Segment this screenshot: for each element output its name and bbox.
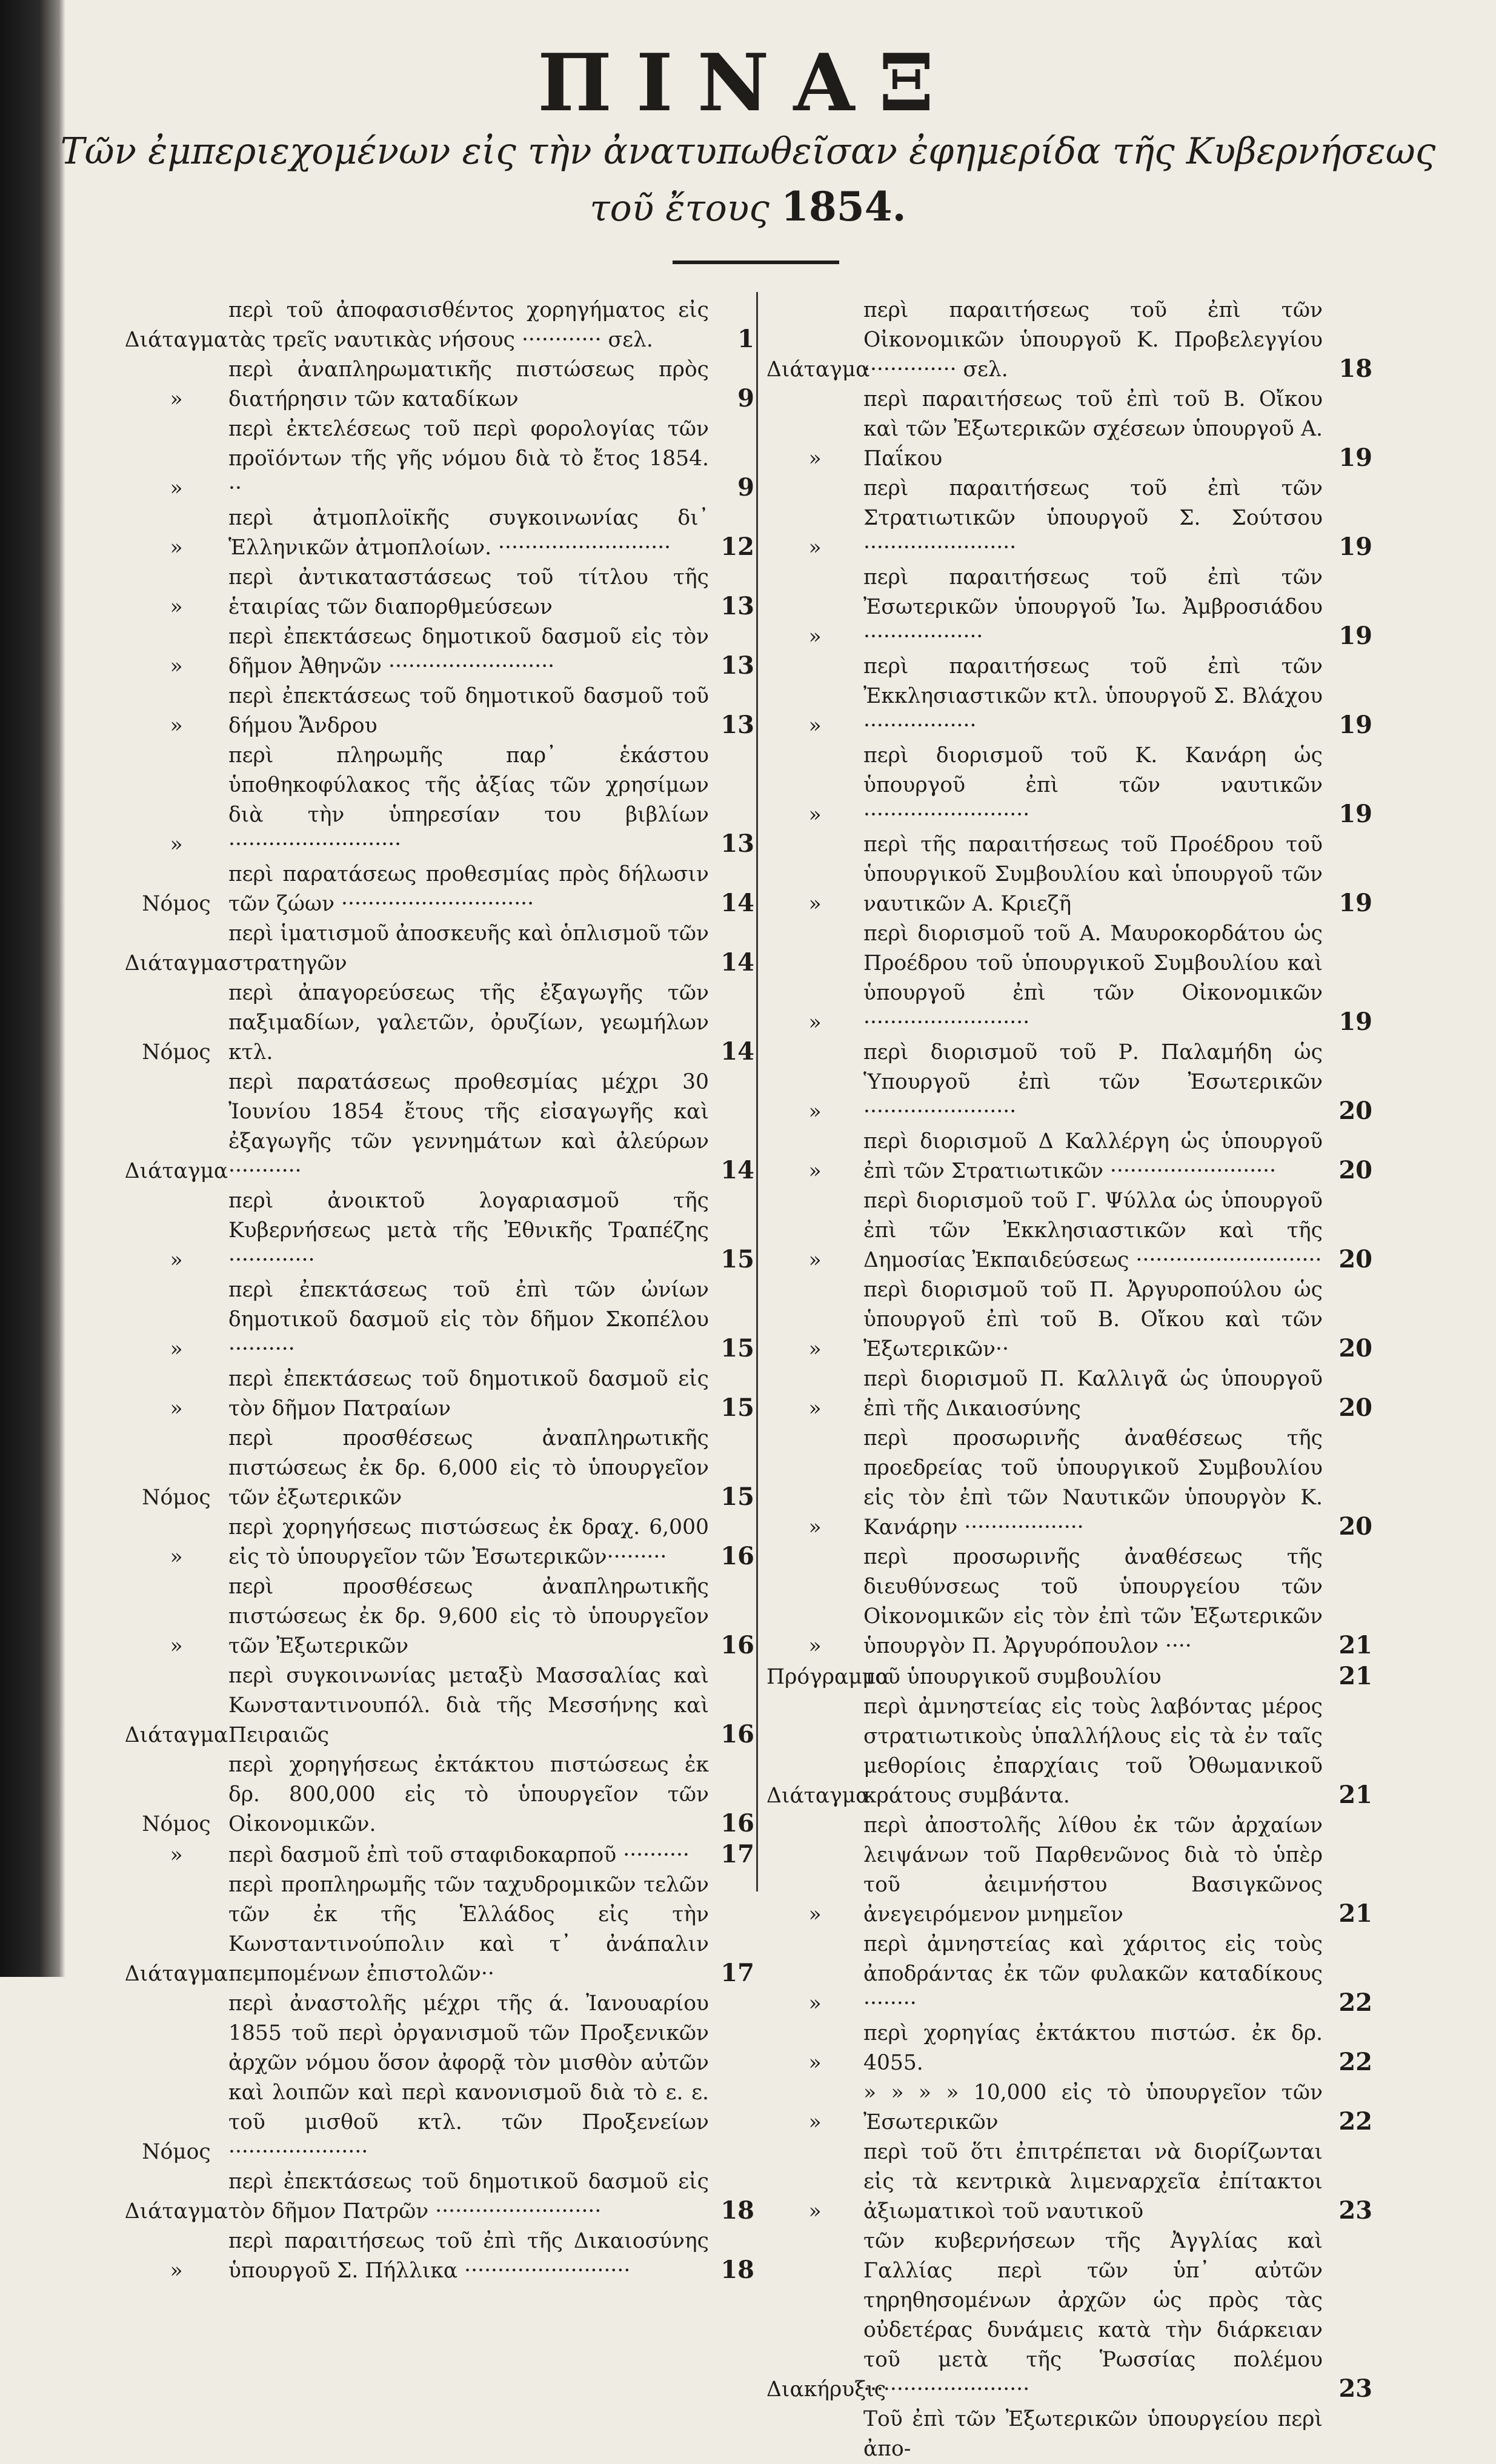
entry-kind: » bbox=[170, 1545, 183, 1569]
index-entry bbox=[124, 2227, 754, 2286]
index-entry bbox=[766, 1930, 1372, 2019]
entry-page-number: 21 bbox=[1338, 1631, 1372, 1659]
entry-kind: » bbox=[170, 714, 183, 738]
subtitle-year: 1854. bbox=[780, 183, 906, 230]
entry-description: περὶ ἀποστολῆς λίθου ἐκ τῶν ἀρχαίων λειψάνων τοῦ Παρθενῶνος διὰ τὸ ὑπὲρ τοῦ ἀειμνήστου Βασιγκῶνος ἀνεγειρόμενον μνημεῖον bbox=[863, 1813, 1323, 1927]
entry-page-number: 9 bbox=[737, 384, 754, 413]
entry-description: περὶ ἀτμοπλοϊκῆς συγκοινωνίας δι᾽ Ἑλληνικῶν ἀτμοπλοίων. ·························· bbox=[228, 506, 709, 560]
entry-description: περὶ διορισμοῦ Π. Καλλιγᾶ ὡς ὑπουργοῦ ἐπὶ τῆς Δικαιοσύνης bbox=[863, 1367, 1323, 1421]
entry-page-number: 23 bbox=[1338, 2196, 1372, 2225]
entry-kind: » bbox=[808, 2199, 822, 2223]
entry-description: περὶ παρατάσεως προθεσμίας μέχρι 30 Ἰουνίου 1854 ἔτους τῆς εἰσαγωγῆς καὶ ἐξαγωγῆς τῶν γεννημάτων καὶ ἀλεύρων ··········· bbox=[228, 1070, 709, 1183]
entry-kind: » bbox=[170, 387, 183, 411]
entry-kind: » bbox=[808, 1902, 822, 1927]
entry-description: περὶ τοῦ ὅτι ἐπιτρέπεται νὰ διορίζωνται εἰς τὰ κεντρικὰ λιμεναρχεῖα ἐπίτακτοι ἀξιωματικοὶ τοῦ ναυτικοῦ bbox=[863, 2140, 1323, 2223]
entry-kind: Διάταγμα bbox=[124, 2199, 228, 2223]
entry-page-number: 16 bbox=[720, 1631, 754, 1659]
entry-description: περὶ ἐπεκτάσεως τοῦ δημοτικοῦ δασμοῦ εἰς τὸν δῆμον Πατραίων bbox=[228, 1367, 709, 1421]
index-entry bbox=[124, 503, 754, 563]
index-entry bbox=[124, 1068, 754, 1186]
index-entry bbox=[766, 741, 1372, 830]
entry-page-number: 19 bbox=[1338, 889, 1372, 917]
entry-description: περὶ παραιτήσεως τοῦ ἐπὶ τῶν Στρατιωτικῶν ὑπουργοῦ Σ. Σούτσου ······················· bbox=[863, 476, 1323, 560]
entry-description: περὶ διορισμοῦ τοῦ Π. Ἀργυροπούλου ὡς ὑπουργοῦ ἐπὶ τοῦ Β. Οἴκου καὶ τῶν Ἐξωτερικῶν·· bbox=[863, 1278, 1323, 1361]
entry-kind: » bbox=[808, 1100, 822, 1124]
entry-kind: » bbox=[170, 1843, 183, 1867]
index-entry bbox=[124, 296, 754, 355]
entry-description: τῶν κυβερνήσεων τῆς Ἀγγλίας καὶ Γαλλίας περὶ τῶν ὑπ᾽ αὐτῶν τηρηθησομένων ἀρχῶν ὡς πρὸς τὰς οὐδετέρας δυνάμεις κατὰ τὴν διάρκειαν τοῦ μετὰ τῆς Ῥωσσίας πολέμου ························· bbox=[863, 2229, 1323, 2402]
index-entry bbox=[766, 919, 1372, 1038]
entry-page-number: 15 bbox=[720, 1334, 754, 1363]
entry-kind: » bbox=[170, 1396, 183, 1421]
index-entry bbox=[124, 2167, 754, 2227]
entry-description: περὶ ἀμνηστείας καὶ χάριτος εἰς τοὺς ἀποδράντας ἐκ τῶν φυλακῶν καταδίκους ········ bbox=[863, 1932, 1323, 2016]
entry-description: περὶ διορισμοῦ τοῦ Κ. Κανάρη ὡς ὑπουργοῦ ἐπὶ τῶν ναυτικῶν ························· bbox=[863, 743, 1323, 827]
entry-page-number: 17 bbox=[720, 1840, 754, 1868]
index-entry bbox=[124, 1424, 754, 1513]
entry-description: περὶ παραιτήσεως τοῦ ἐπὶ τῶν Ἐσωτερικῶν ὑπουργοῦ Ἰω. Ἀμβροσιάδου ·················· bbox=[863, 565, 1323, 649]
entry-description: περὶ προσωρινῆς ἀναθέσεως τῆς προεδρείας τοῦ ὑπουργικοῦ Συμβουλίου εἰς τὸν ἐπὶ τῶν Ναυτικῶν ὑπουργὸν Κ. Κανάρην ·················· bbox=[863, 1426, 1323, 1539]
entry-page-number: 20 bbox=[1338, 1156, 1372, 1184]
entry-page-number: 16 bbox=[720, 1809, 754, 1838]
entry-description: περὶ παραιτήσεως τοῦ ἐπὶ τοῦ Β. Οἴκου καὶ τῶν Ἐξωτερικῶν σχέσεων ὑπουργοῦ Α. Παΐκου bbox=[863, 387, 1323, 471]
title-rule bbox=[673, 261, 839, 264]
entry-page-number: 22 bbox=[1338, 2107, 1372, 2136]
entry-kind: » bbox=[808, 1634, 822, 1658]
entry-kind: Νόμος bbox=[142, 1812, 211, 1836]
entry-description: περὶ ἀναστολῆς μέχρι τῆς ά. Ἰανουαρίου 1855 τοῦ περὶ ὀργανισμοῦ τῶν Προξενικῶν ἀρχῶν νόμου ὅσον ἀφορᾷ τὸν μισθὸν αὐτῶν καὶ λοιπῶν καὶ περὶ κανονισμοῦ διὰ τὸ ε. ε. τοῦ μισθοῦ κτλ. τῶν Προξενείων ····················· bbox=[228, 1991, 709, 2164]
entry-kind: Διάταγμα bbox=[124, 1723, 228, 1747]
index-entry bbox=[124, 682, 754, 741]
page-subtitle: Τῶν ἐμπεριεχομένων εἰς τὴν ἀνατυπωθεῖσαν ἐφημερίδα τῆς Κυβερνήσεως bbox=[60, 130, 1436, 173]
entry-kind: Διάταγμα bbox=[124, 328, 228, 352]
entry-kind: » bbox=[170, 1634, 183, 1658]
entry-description: περὶ ἐπεκτάσεως τοῦ ἐπὶ τῶν ὠνίων δημοτικοῦ δασμοῦ εἰς τὸν δῆμον Σκοπέλου ·········· bbox=[228, 1278, 709, 1361]
entry-description: περὶ προσωρινῆς ἀναθέσεως τῆς διευθύνσεως τοῦ ὑπουργείου τῶν Οἰκονομικῶν εἰς τὸν ἐπὶ τῶν Ἐξωτερικῶν ὑπουργὸν Π. Ἀργυρόπουλον ···· bbox=[863, 1545, 1323, 1658]
entry-description: περὶ ἀπαγορεύσεως τῆς ἐξαγωγῆς τῶν παξιμαδίων, γαλετῶν, ὀρυζίων, γεωμήλων κτλ. bbox=[228, 981, 709, 1064]
entry-kind: Διακήρυξις bbox=[766, 2377, 886, 2402]
entry-kind: » bbox=[808, 1011, 822, 1035]
entry-kind: Διάταγμα bbox=[766, 357, 870, 382]
index-entry bbox=[124, 1364, 754, 1424]
entry-description: περὶ διορισμοῦ τοῦ Ρ. Παλαμήδη ὡς Ὑπουργοῦ ἐπὶ τῶν Ἐσωτερικῶν ······················· bbox=[863, 1040, 1323, 1124]
index-entry bbox=[766, 2078, 1372, 2137]
entry-page-number: 20 bbox=[1338, 1393, 1372, 1422]
entry-kind: » bbox=[170, 476, 183, 500]
right-column bbox=[766, 296, 1372, 2464]
entry-page-number: 19 bbox=[1338, 711, 1372, 739]
entry-page-number: 13 bbox=[720, 592, 754, 620]
index-entry bbox=[766, 2019, 1372, 2078]
entry-description: περὶ χορηγήσεως πιστώσεως ἐκ δραχ. 6,000 εἰς τὸ ὑπουργεῖον τῶν Ἐσωτερικῶν········· bbox=[228, 1515, 709, 1569]
index-entry bbox=[766, 1186, 1372, 1275]
entry-description: περὶ τοῦ ἀποφασισθέντος χορηγήματος εἰς τὰς τρεῖς ναυτικὰς νήσους ············ σελ. bbox=[228, 298, 709, 352]
entry-description: περὶ προσθέσεως ἀναπληρωτικῆς πιστώσεως ἐκ δρ. 6,000 εἰς τὸ ὑπουργεῖον τῶν ἐξωτερικῶν bbox=[228, 1426, 709, 1510]
index-entry bbox=[124, 1750, 754, 1839]
entry-page-number: 18 bbox=[720, 2256, 754, 2284]
index-entry bbox=[124, 1513, 754, 1572]
page-title: ΠΙΝΑΞ bbox=[537, 36, 959, 129]
entry-page-number: 15 bbox=[720, 1245, 754, 1274]
index-entry bbox=[124, 355, 754, 414]
entry-page-number: 20 bbox=[1338, 1097, 1372, 1125]
index-entry bbox=[124, 1989, 754, 2167]
entry-description: περὶ χορηγίας ἐκτάκτου πιστώσ. ἐκ δρ. 4055. bbox=[863, 2021, 1323, 2075]
entry-page-number: 12 bbox=[720, 533, 754, 561]
subtitle-prefix: τοῦ ἔτους bbox=[590, 187, 770, 230]
entry-page-number: 19 bbox=[1338, 443, 1372, 472]
entry-description: περὶ διορισμοῦ τοῦ Γ. Ψύλλα ὡς ὑπουργοῦ ἐπὶ τῶν Ἐκκλησιαστικῶν καὶ τῆς Δημοσίας Ἐκπαιδεύσεως ···························· bbox=[863, 1189, 1323, 1272]
index-entry bbox=[766, 296, 1372, 385]
entry-page-number: 14 bbox=[720, 889, 754, 917]
index-entry bbox=[124, 919, 754, 978]
index-entry bbox=[766, 2227, 1372, 2405]
index-entry bbox=[766, 2137, 1372, 2227]
entry-page-number: 15 bbox=[720, 1483, 754, 1511]
index-entry bbox=[766, 1364, 1372, 1424]
entry-kind: Διάταγμα bbox=[124, 1159, 228, 1183]
entry-kind: » bbox=[808, 625, 822, 649]
entry-description: περὶ διορισμοῦ τοῦ Α. Μαυροκορδάτου ὡς Προέδρου τοῦ ὑπουργικοῦ Συμβουλίου καὶ ὑπουργοῦ ἐπὶ τῶν Οἰκονομικῶν ························· bbox=[863, 922, 1323, 1035]
entry-description: περὶ ἀνοικτοῦ λογαριασμοῦ τῆς Κυβερνήσεως μετὰ τῆς Ἐθνικῆς Τραπέζης ············· bbox=[228, 1189, 709, 1272]
entry-kind: » bbox=[808, 1515, 822, 1539]
entry-page-number: 22 bbox=[1338, 1988, 1372, 2017]
index-entry bbox=[766, 1038, 1372, 1127]
entry-page-number: 13 bbox=[720, 651, 754, 680]
entry-description: περὶ διορισμοῦ Δ Καλλέργη ὡς ὑπουργοῦ ἐπὶ τῶν Στρατιωτικῶν ························· bbox=[863, 1129, 1323, 1183]
index-entry bbox=[766, 1661, 1372, 1692]
entry-page-number: 1 bbox=[737, 325, 754, 353]
page-subtitle-year-line bbox=[0, 183, 1496, 230]
entry-page-number: 13 bbox=[720, 829, 754, 858]
entry-page-number: 19 bbox=[1338, 800, 1372, 828]
column-divider bbox=[756, 292, 758, 1891]
entry-description: τοῦ ὑπουργικοῦ συμβουλίου bbox=[863, 1665, 1162, 1689]
entry-description: περὶ ἐκτελέσεως τοῦ περὶ φορολογίας τῶν προϊόντων τῆς γῆς νόμου διὰ τὸ ἔτος 1854. ·· bbox=[228, 417, 709, 500]
entry-description: περὶ ἀναπληρωματικῆς πιστώσεως πρὸς διατήρησιν τῶν καταδίκων bbox=[228, 357, 709, 411]
entry-kind: » bbox=[808, 2051, 822, 2075]
index-entry bbox=[124, 1275, 754, 1364]
entry-description: » » » » 10,000 εἰς τὸ ὑπουργεῖον τῶν Ἐσωτερικῶν bbox=[863, 2080, 1323, 2134]
entry-page-number: 19 bbox=[1338, 622, 1372, 650]
index-entry bbox=[124, 741, 754, 860]
index-entry bbox=[766, 1542, 1372, 1661]
entry-description: περὶ χορηγήσεως ἐκτάκτου πιστώσεως ἐκ δρ. 800,000 εἰς τὸ ὑπουργεῖον τῶν Οἰκονομικῶν. bbox=[228, 1753, 709, 1836]
entry-page-number: 9 bbox=[737, 473, 754, 502]
entry-page-number: 20 bbox=[1338, 1512, 1372, 1541]
entry-kind: » bbox=[808, 1337, 822, 1361]
entry-description: περὶ παραιτήσεως τοῦ ἐπὶ τῶν Ἐκκλησιαστικῶν κτλ. ὑπουργοῦ Σ. Βλάχου ················· bbox=[863, 654, 1323, 738]
entry-page-number: 22 bbox=[1338, 2048, 1372, 2076]
entry-description: περὶ προπληρωμῆς τῶν ταχυδρομικῶν τελῶν τῶν ἐκ τῆς Ἑλλάδος εἰς τὴν Κωνσταντινούπολιν καὶ τ᾽ ἀνάπαλιν πεμπομένων ἐπιστολῶν·· bbox=[228, 1873, 709, 1986]
entry-page-number: 16 bbox=[720, 1542, 754, 1570]
entry-description: περὶ ἐπεκτάσεως τοῦ δημοτικοῦ δασμοῦ εἰς τὸν δῆμον Πατρῶν ························· bbox=[228, 2170, 709, 2223]
index-entry bbox=[766, 830, 1372, 919]
entry-kind: » bbox=[808, 1159, 822, 1183]
entry-description: περὶ προσθέσεως ἀναπληρωτικῆς πιστώσεως ἐκ δρ. 9,600 εἰς τὸ ὑπουργεῖον τῶν Ἐξωτερικῶν bbox=[228, 1575, 709, 1658]
entry-page-number: 21 bbox=[1338, 1781, 1372, 1809]
index-entry bbox=[124, 563, 754, 622]
entry-kind: Διάταγμα bbox=[766, 1784, 870, 1808]
index-entry bbox=[124, 622, 754, 682]
entry-description: περὶ ἀμνηστείας εἰς τοὺς λαβόντας μέρος στρατιωτικοὺς ὑπαλλήλους εἰς τὰ ἐν ταῖς μεθορίοις ἐπαρχίαις τοῦ Ὀθωμανικοῦ κράτους συμβάντα. bbox=[863, 1695, 1323, 1808]
entry-description: περὶ ἐπεκτάσεως τοῦ δημοτικοῦ δασμοῦ τοῦ δήμου Ἄνδρου bbox=[228, 684, 709, 738]
index-entry bbox=[766, 652, 1372, 741]
entry-description: περὶ τῆς παραιτήσεως τοῦ Προέδρου τοῦ ὑπουργικοῦ Συμβουλίου καὶ ὑπουργοῦ τῶν ναυτικῶν Α. Κριεζῆ bbox=[863, 832, 1323, 916]
entry-page-number: 21 bbox=[1338, 1662, 1372, 1690]
entry-page-number: 19 bbox=[1338, 1008, 1372, 1036]
index-entry bbox=[766, 2405, 1372, 2464]
index-entry bbox=[124, 1186, 754, 1275]
entry-kind: » bbox=[808, 714, 822, 738]
entry-description: περὶ ἐπεκτάσεως δημοτικοῦ δασμοῦ εἰς τὸν δῆμον Ἀθηνῶν ························· bbox=[228, 625, 709, 679]
entry-description: Τοῦ ἐπὶ τῶν Ἐξωτερικῶν ὑπουργείου περὶ ἀπο- bbox=[863, 2407, 1323, 2461]
entry-kind: Διάταγμα bbox=[124, 951, 228, 975]
entry-page-number: 14 bbox=[720, 1037, 754, 1066]
entry-description: περὶ συγκοινωνίας μεταξὺ Μασσαλίας καὶ Κωνσταντινουπόλ. διὰ τῆς Μεσσήνης καὶ Πειραιῶς bbox=[228, 1664, 709, 1747]
entry-kind: » bbox=[170, 832, 183, 857]
index-entry bbox=[124, 860, 754, 919]
entry-kind: » bbox=[170, 654, 183, 679]
left-column bbox=[124, 296, 754, 2286]
index-entry bbox=[766, 1127, 1372, 1186]
entry-page-number: 20 bbox=[1338, 1245, 1372, 1274]
entry-description: περὶ παραιτήσεως τοῦ ἐπὶ τῆς Δικαιοσύνης ὑπουργοῦ Σ. Πήλλικα ························· bbox=[228, 2229, 709, 2283]
entry-kind: » bbox=[808, 2110, 822, 2134]
entry-kind: Νόμος bbox=[142, 2140, 211, 2164]
entry-page-number: 21 bbox=[1338, 1899, 1372, 1928]
index-entry bbox=[124, 1839, 754, 1870]
index-entry bbox=[766, 1692, 1372, 1811]
entry-description: περὶ παραιτήσεως τοῦ ἐπὶ τῶν Οἰκονομικῶν ὑπουργοῦ Κ. Προβελεγγίου ·············· σελ. bbox=[863, 298, 1323, 382]
entry-kind: » bbox=[808, 803, 822, 827]
index-entry bbox=[124, 1661, 754, 1750]
entry-page-number: 15 bbox=[720, 1393, 754, 1422]
entry-kind: » bbox=[808, 1396, 822, 1421]
index-entry bbox=[766, 474, 1372, 563]
entry-kind: » bbox=[170, 595, 183, 619]
entry-kind: » bbox=[170, 1248, 183, 1272]
entry-page-number: 19 bbox=[1338, 533, 1372, 561]
entry-page-number: 18 bbox=[1338, 354, 1372, 383]
entry-kind: Πρόγραμμα bbox=[766, 1665, 890, 1689]
entry-description: περὶ πληρωμῆς παρ᾽ ἑκάστου ὑποθηκοφύλακος τῆς ἀξίας τῶν χρησίμων διὰ τὴν ὑπηρεσίαν του βιβλίων ·························· bbox=[228, 743, 709, 857]
entry-description: περὶ ἀντικαταστάσεως τοῦ τίτλου τῆς ἑταιρίας τῶν διαπορθμεύσεων bbox=[228, 565, 709, 619]
entry-page-number: 20 bbox=[1338, 1334, 1372, 1363]
index-entry bbox=[124, 1870, 754, 1989]
entry-kind: » bbox=[808, 447, 822, 471]
index-entry bbox=[766, 1811, 1372, 1930]
entry-kind: » bbox=[170, 2259, 183, 2283]
entry-description: περὶ ἱματισμοῦ ἀποσκευῆς καὶ ὁπλισμοῦ τῶν στρατηγῶν bbox=[228, 922, 709, 975]
index-entry bbox=[124, 978, 754, 1068]
entry-description: περὶ δασμοῦ ἐπὶ τοῦ σταφιδοκαρποῦ ·········· bbox=[228, 1843, 690, 1867]
book-binding-edge bbox=[0, 0, 65, 1977]
entry-kind: Νόμος bbox=[142, 892, 211, 916]
entry-kind: » bbox=[808, 1248, 822, 1272]
index-entry bbox=[766, 563, 1372, 652]
entry-description: περὶ παρατάσεως προθεσμίας πρὸς δήλωσιν τῶν ζώων ····························· bbox=[228, 862, 709, 916]
index-entry bbox=[766, 1424, 1372, 1542]
entry-kind: Νόμος bbox=[142, 1040, 211, 1064]
entry-page-number: 23 bbox=[1338, 2374, 1372, 2403]
index-entry bbox=[766, 1275, 1372, 1364]
index-entry bbox=[124, 414, 754, 503]
entry-page-number: 16 bbox=[720, 1720, 754, 1748]
entry-page-number: 14 bbox=[720, 948, 754, 977]
entry-kind: Διάταγμα bbox=[124, 1962, 228, 1986]
entry-kind: Νόμος bbox=[142, 1486, 211, 1510]
entry-kind: » bbox=[808, 892, 822, 916]
entry-page-number: 17 bbox=[720, 1959, 754, 1987]
entry-kind: » bbox=[808, 1991, 822, 2016]
entry-page-number: 18 bbox=[720, 2196, 754, 2225]
entry-page-number bbox=[709, 2166, 754, 2167]
entry-kind: » bbox=[170, 1337, 183, 1361]
entry-kind: » bbox=[170, 536, 183, 560]
index-entry bbox=[766, 385, 1372, 474]
index-entry bbox=[124, 1572, 754, 1661]
entry-kind: » bbox=[808, 536, 822, 560]
entry-page-number: 13 bbox=[720, 711, 754, 739]
entry-page-number: 14 bbox=[720, 1156, 754, 1184]
